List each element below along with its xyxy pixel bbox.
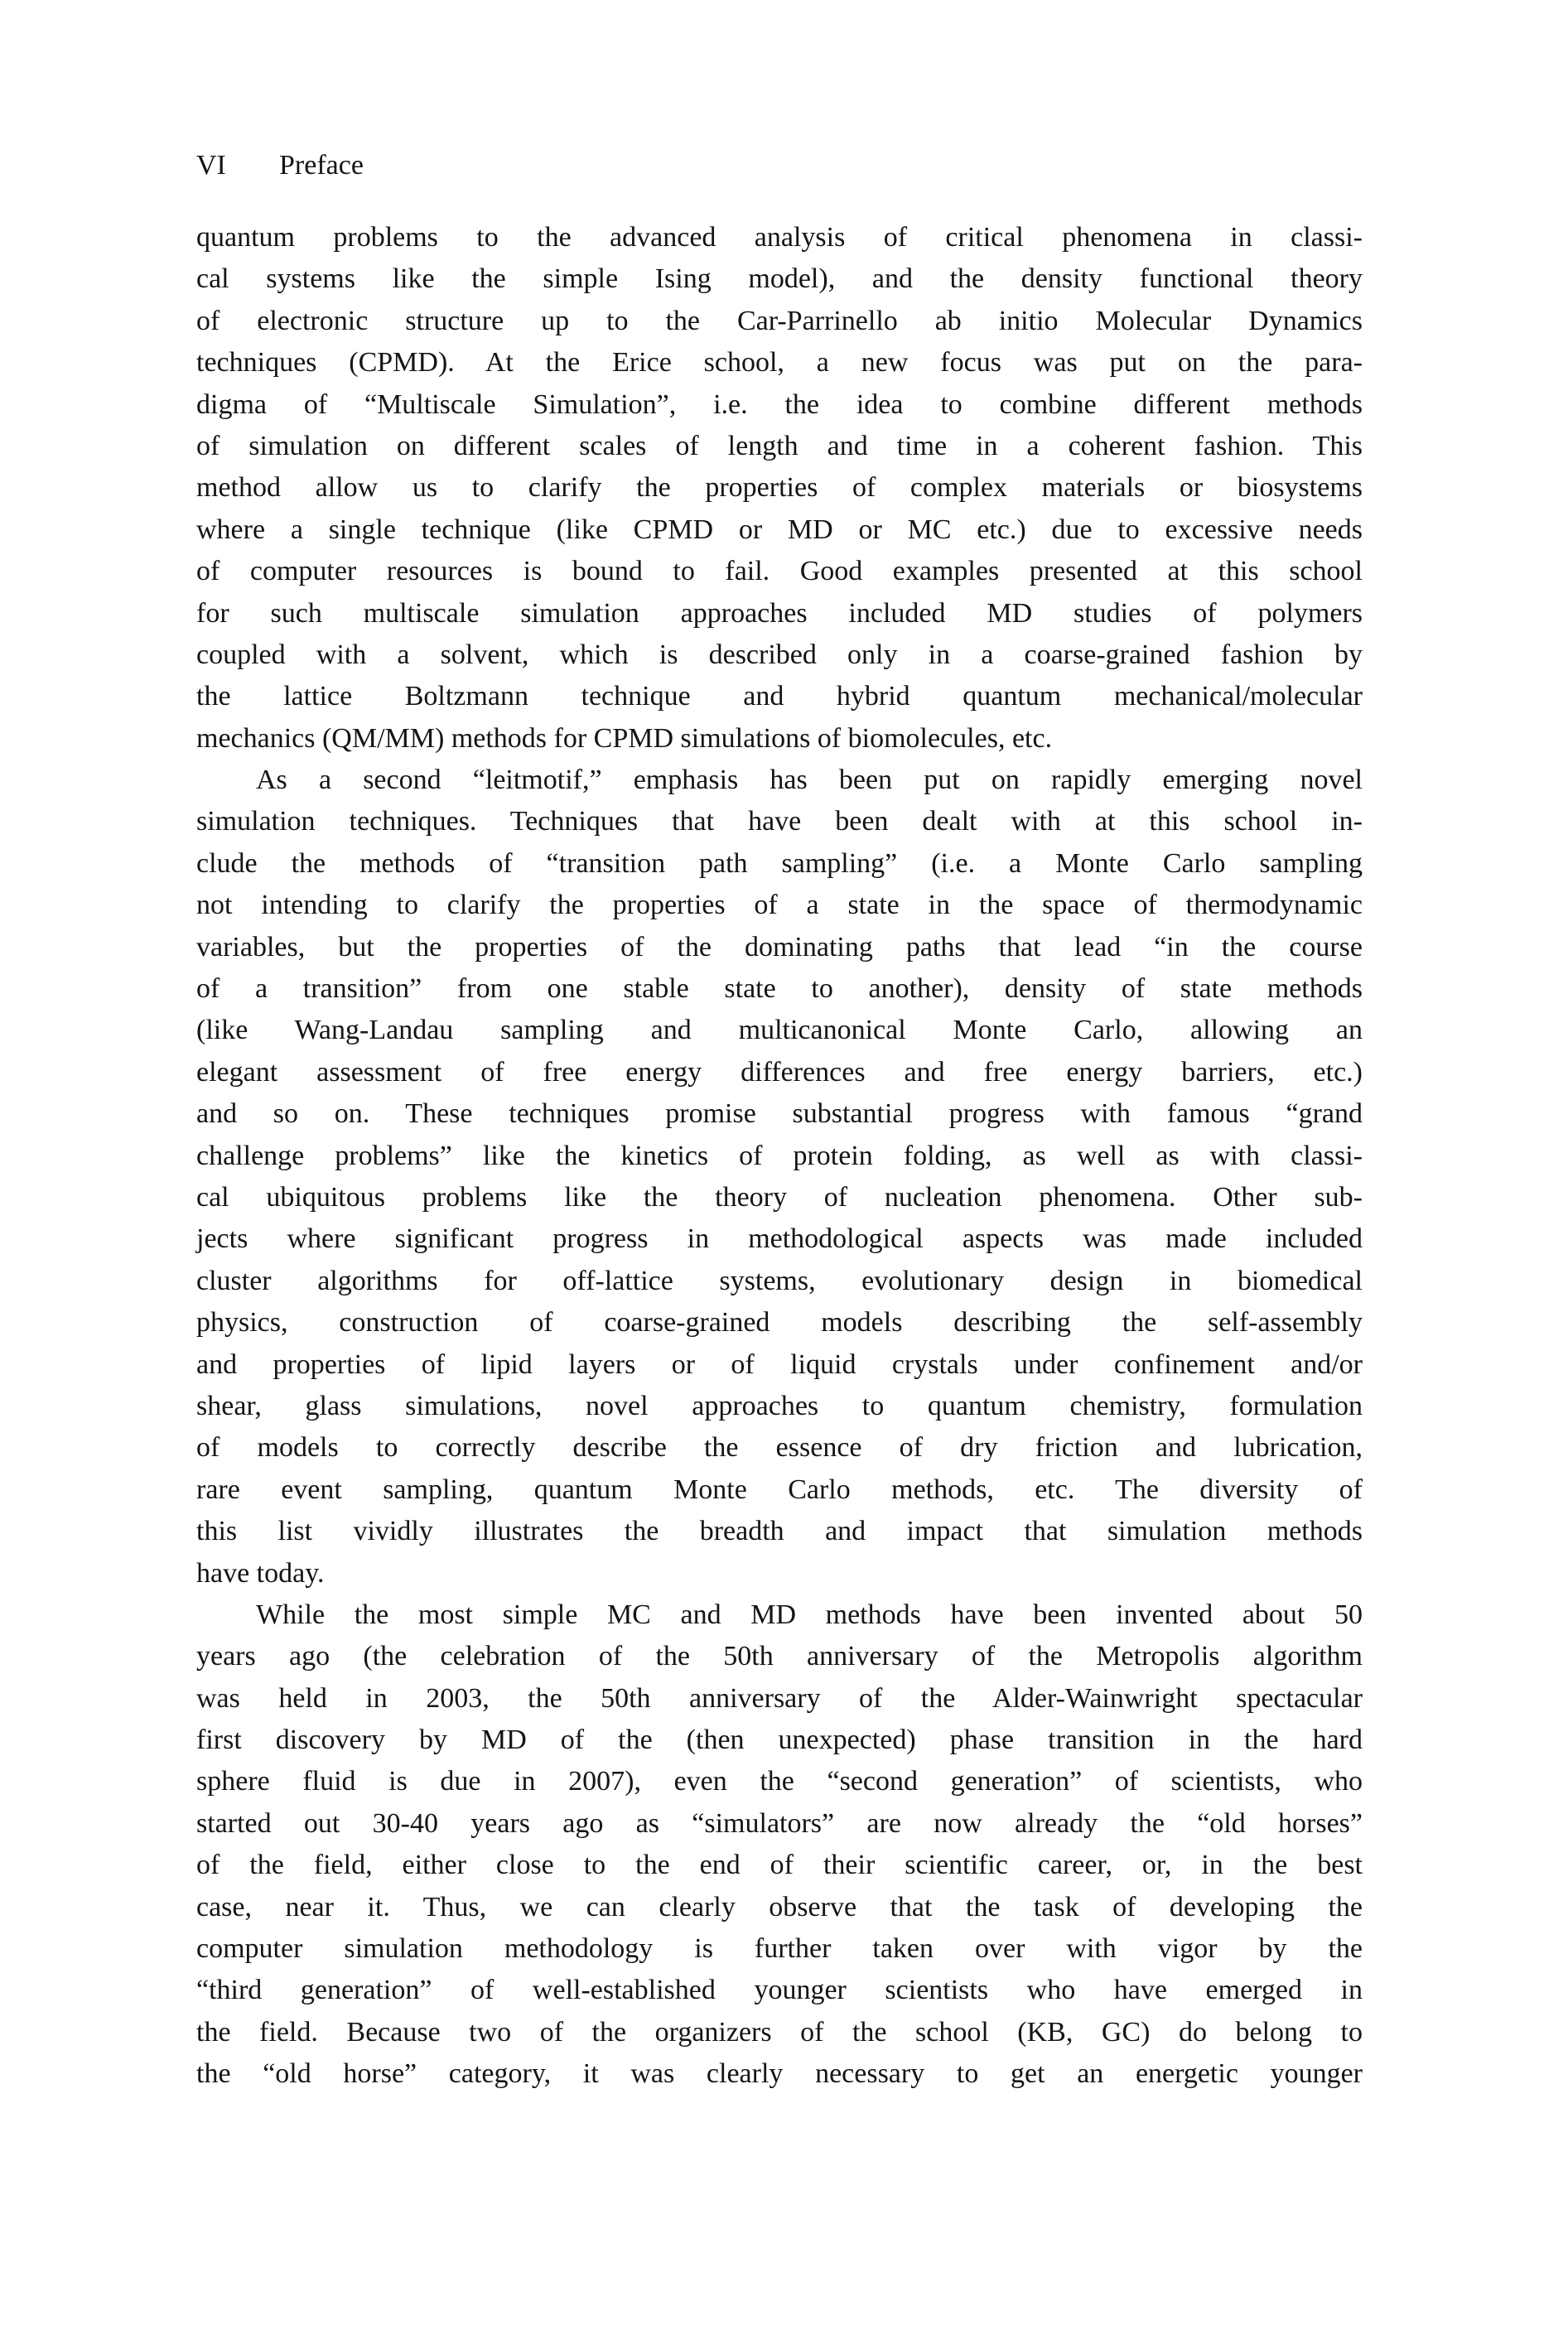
text-line: shear, glass simulations, novel approaches to quantum chemistry, formulation: [196, 1390, 1363, 1421]
text-line: of a transition” from one stable state to another), density of state methods: [196, 973, 1363, 1005]
text-line: techniques (CPMD). At the Erice school, a new focus was put on the para-: [196, 347, 1363, 379]
text-line: physics, construction of coarse-grained models describing the self-assembly: [196, 1307, 1363, 1339]
text-line: digma of “Multiscale Simulation”, i.e. the idea to combine different methods: [196, 388, 1363, 420]
text-line: As a second “leitmotif,” emphasis has been put on rapidly emerging novel: [256, 765, 1363, 796]
text-line: years ago (the celebration of the 50th anniversary of the Metropolis algorithm: [196, 1641, 1363, 1672]
text-line: was held in 2003, the 50th anniversary of the Alder-Wainwright spectacular: [196, 1682, 1363, 1714]
text-line: computer simulation methodology is further taken over with vigor by the: [196, 1933, 1363, 1965]
paragraph: [196, 760, 1363, 1594]
paragraph: [196, 1594, 1363, 2096]
text-line: quantum problems to the advanced analysis of critical phenomena in classi-: [196, 222, 1363, 253]
text-line: case, near it. Thus, we can clearly observe that the task of developing the: [196, 1891, 1363, 1922]
text-line: mechanics (QM/MM) methods for CPMD simulations of biomolecules, etc.: [196, 722, 1053, 754]
text-line: cal systems like the simple Ising model), and the density functional theory: [196, 263, 1363, 295]
text-line: where a single technique (like CPMD or MD or MC etc.) due to excessive needs: [196, 514, 1363, 545]
page-number: VI: [196, 150, 226, 181]
text-line: challenge problems” like the kinetics of protein folding, as well as with classi-: [196, 1140, 1363, 1171]
text-line: first discovery by MD of the (then unexpected) phase transition in the hard: [196, 1725, 1363, 1756]
text-line: the field. Because two of the organizers of the school (KB, GC) do belong to: [196, 2016, 1363, 2048]
text-line: clude the methods of “transition path sampling” (i.e. a Monte Carlo sampling: [196, 847, 1363, 879]
text-line: of simulation on different scales of length and time in a coherent fashion. This: [196, 430, 1363, 461]
text-line: have today.: [196, 1557, 325, 1589]
text-line: this list vividly illustrates the breadth and impact that simulation methods: [196, 1516, 1363, 1547]
text-line: cluster algorithms for off-lattice systems, evolutionary design in biomedical: [196, 1265, 1363, 1296]
text-line: (like Wang-Landau sampling and multicanonical Monte Carlo, allowing an: [196, 1015, 1363, 1046]
text-line: and so on. These techniques promise substantial progress with famous “grand: [196, 1098, 1363, 1130]
text-line: elegant assessment of free energy differences and free energy barriers, etc.): [196, 1056, 1363, 1088]
text-line: the “old horse” category, it was clearly necessary to get an energetic younger: [196, 2058, 1363, 2090]
text-line: and properties of lipid layers or of liquid crystals under confinement and/or: [196, 1348, 1363, 1380]
text-line: simulation techniques. Techniques that have been dealt with at this school in-: [196, 806, 1363, 837]
text-line: not intending to clarify the properties of a state in the space of thermodynamic: [196, 890, 1363, 921]
text-line: of the field, either close to the end of their scientific career, or, in the best: [196, 1850, 1363, 1881]
text-line: sphere fluid is due in 2007), even the “second generation” of scientists, who: [196, 1766, 1363, 1797]
text-line: of computer resources is bound to fail. Good examples presented at this school: [196, 556, 1363, 587]
text-line: method allow us to clarify the properties of complex materials or biosystems: [196, 472, 1363, 504]
text-line: rare event sampling, quantum Monte Carlo methods, etc. The diversity of: [196, 1474, 1363, 1505]
text-line: of models to correctly describe the essence of dry friction and lubrication,: [196, 1432, 1363, 1464]
running-header: [196, 147, 364, 184]
text-line: variables, but the properties of the dominating paths that lead “in the course: [196, 931, 1363, 962]
body-text: [196, 217, 1363, 2096]
text-line: While the most simple MC and MD methods have been invented about 50: [256, 1599, 1363, 1630]
paragraph: [196, 217, 1363, 760]
text-line: for such multiscale simulation approaches included MD studies of polymers: [196, 597, 1363, 629]
text-line: jects where significant progress in methodological aspects was made included: [196, 1223, 1363, 1255]
text-line: of electronic structure up to the Car-Parrinello ab initio Molecular Dynamics: [196, 305, 1363, 336]
text-line: started out 30-40 years ago as “simulators” are now already the “old horses”: [196, 1807, 1363, 1839]
text-line: the lattice Boltzmann technique and hybrid quantum mechanical/molecular: [196, 681, 1363, 712]
text-line: “third generation” of well-established younger scientists who have emerged in: [196, 1975, 1363, 2006]
header-title: Preface: [279, 150, 364, 181]
text-line: cal ubiquitous problems like the theory of nucleation phenomena. Other sub-: [196, 1181, 1363, 1213]
text-line: coupled with a solvent, which is described only in a coarse-grained fashion by: [196, 639, 1363, 670]
